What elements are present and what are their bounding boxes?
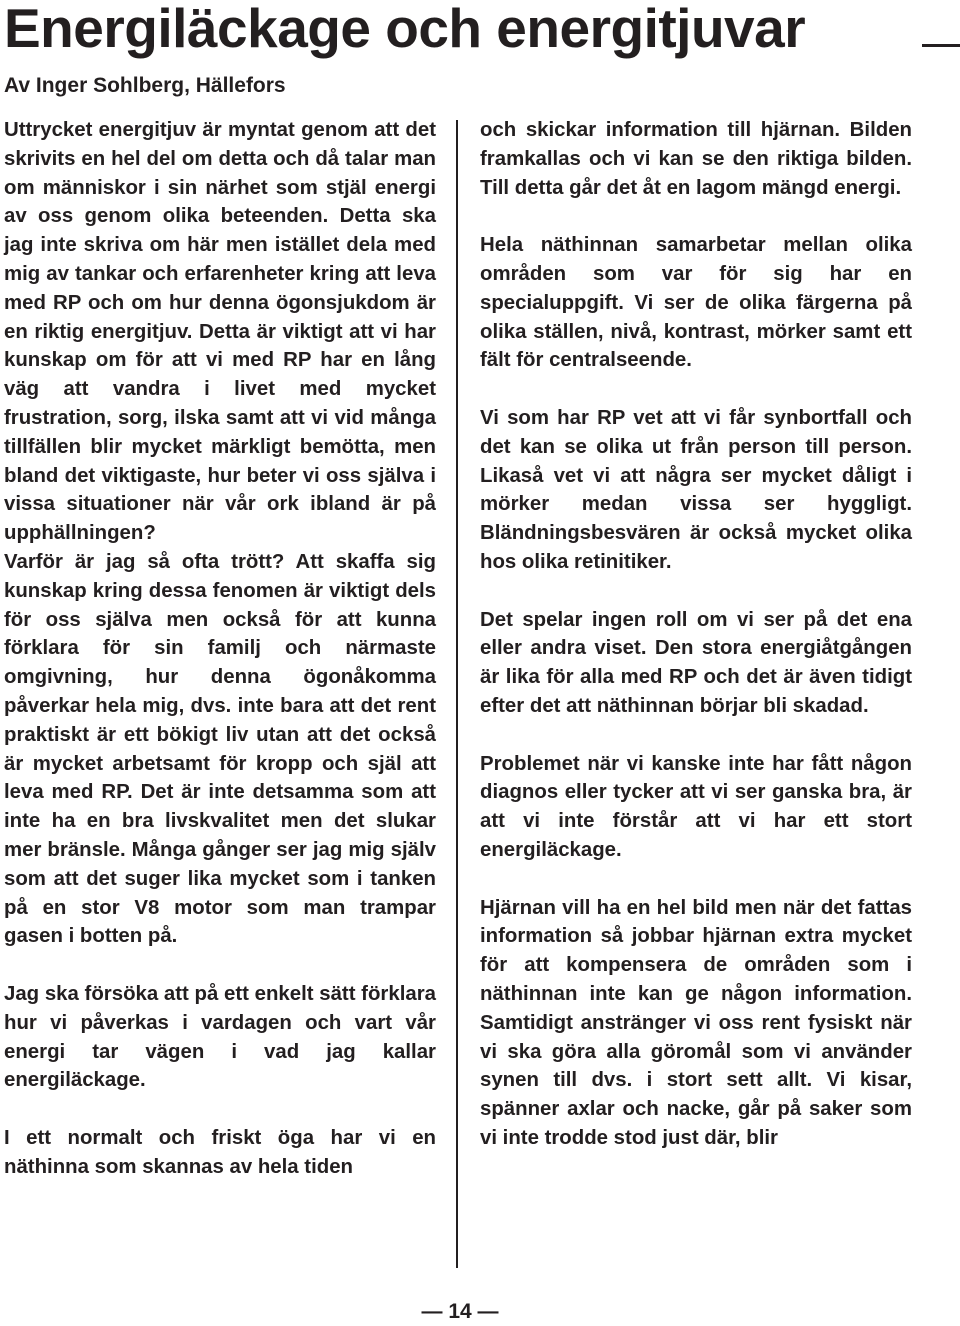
paragraph: Jag ska försöka att på ett enkelt sätt förklara hur vi påverkas i vardagen och vart vår energi tar vägen i vad jag kallar energiläckage. [4, 982, 436, 1092]
paragraph: Vi som har RP vet att vi får synbortfall och det kan se olika ut från person till person. Likaså vet vi att några ser mycket dåligt i mörker medan vissa ser hyggligt. Bländningsbesvären är också mycket olika hos olika retinitiker. [480, 406, 912, 573]
paragraph: och skickar information till hjärnan. Bilden framkallas och vi kan se den riktiga bilden. Till detta går det åt en lagom mängd energi. [480, 119, 912, 199]
paragraph: Hjärnan vill ha en hel bild men när det fattas information så jobbar hjärnan extra mycket för att kompensera de områden som i näthinnan inte kan ge någon information. Samtidigt anstränger vi oss rent fysiskt när vi ska göra alla göromål som vi använder synen till dvs. i stort sett allt. Vi kisar, spänner axlar och nacke, går på saker som vi inte trodde stod just där, blir [480, 896, 912, 1149]
article-byline: Av Inger Sohlberg, Hällefors [4, 74, 286, 97]
paragraph: Hela näthinnan samarbetar mellan olika områden som var för sig har en specialuppgift. Vi ser de olika färgerna på olika ställen, nivå, kontrast, mörker samt ett fält för centralseende. [480, 234, 912, 372]
article-title: Energiläckage och energitjuvar [4, 0, 806, 59]
page-number: — 14 — [421, 1300, 499, 1323]
right-column [480, 116, 912, 1153]
paragraph: I ett normalt och friskt öga har vi en näthinna som skannas av hela tiden [4, 1126, 436, 1178]
paragraph: Det spelar ingen roll om vi ser på det ena eller andra viset. Den stora energiåtgången är lika för alla med RP och det är även tidigt efter det att näthinnan börjar bli skadad. [480, 608, 912, 717]
title-rule [922, 44, 960, 47]
paragraph: Problemet när vi kanske inte har fått någon diagnos eller tycker att vi ser ganska bra, är att vi inte förstår att vi har ett stort energiläckage. [480, 752, 912, 861]
paragraph: Varför är jag så ofta trött? Att skaffa sig kunskap kring dessa fenomen är viktigt dels för oss själva men också för att kunna förklara för sin familj och närmaste omgivning, hur denna ögonåkomma påverkar hela mig, dvs. inte bara att det rent praktiskt är ett bökigt liv utan att det också är mycket arbetsamt för kropp och själ att leva med RP. Det är inte detsamma som att inte ha en bra livskvalitet men det slukar mer bränsle. Många gånger ser jag mig själv som att det suger lika mycket som i tanken på en stor V8 motor som man trampar gasen i botten på. [4, 550, 436, 948]
left-column [4, 116, 436, 1181]
column-divider [456, 120, 458, 1268]
paragraph: Uttrycket energitjuv är myntat genom att det skrivits en hel del om detta och då talar man om människor i sin närhet som stjäl energi av oss genom olika beteenden. Detta ska jag inte skriva om här men istället dela med mig av tankar och erfarenheter kring att leva med RP och om hur denna ögonsjukdom är en riktig energitjuv. Detta är viktigt att vi har kunskap om för att vi med RP har en lång väg att vandra i livet med mycket frustration, sorg, ilska samt att vi vid många tillfällen blir mycket märkligt bemötta, men bland det viktigaste, hur beter vi oss själva i vissa situationer när vår ork ibland är på upphällningen? [4, 119, 436, 545]
